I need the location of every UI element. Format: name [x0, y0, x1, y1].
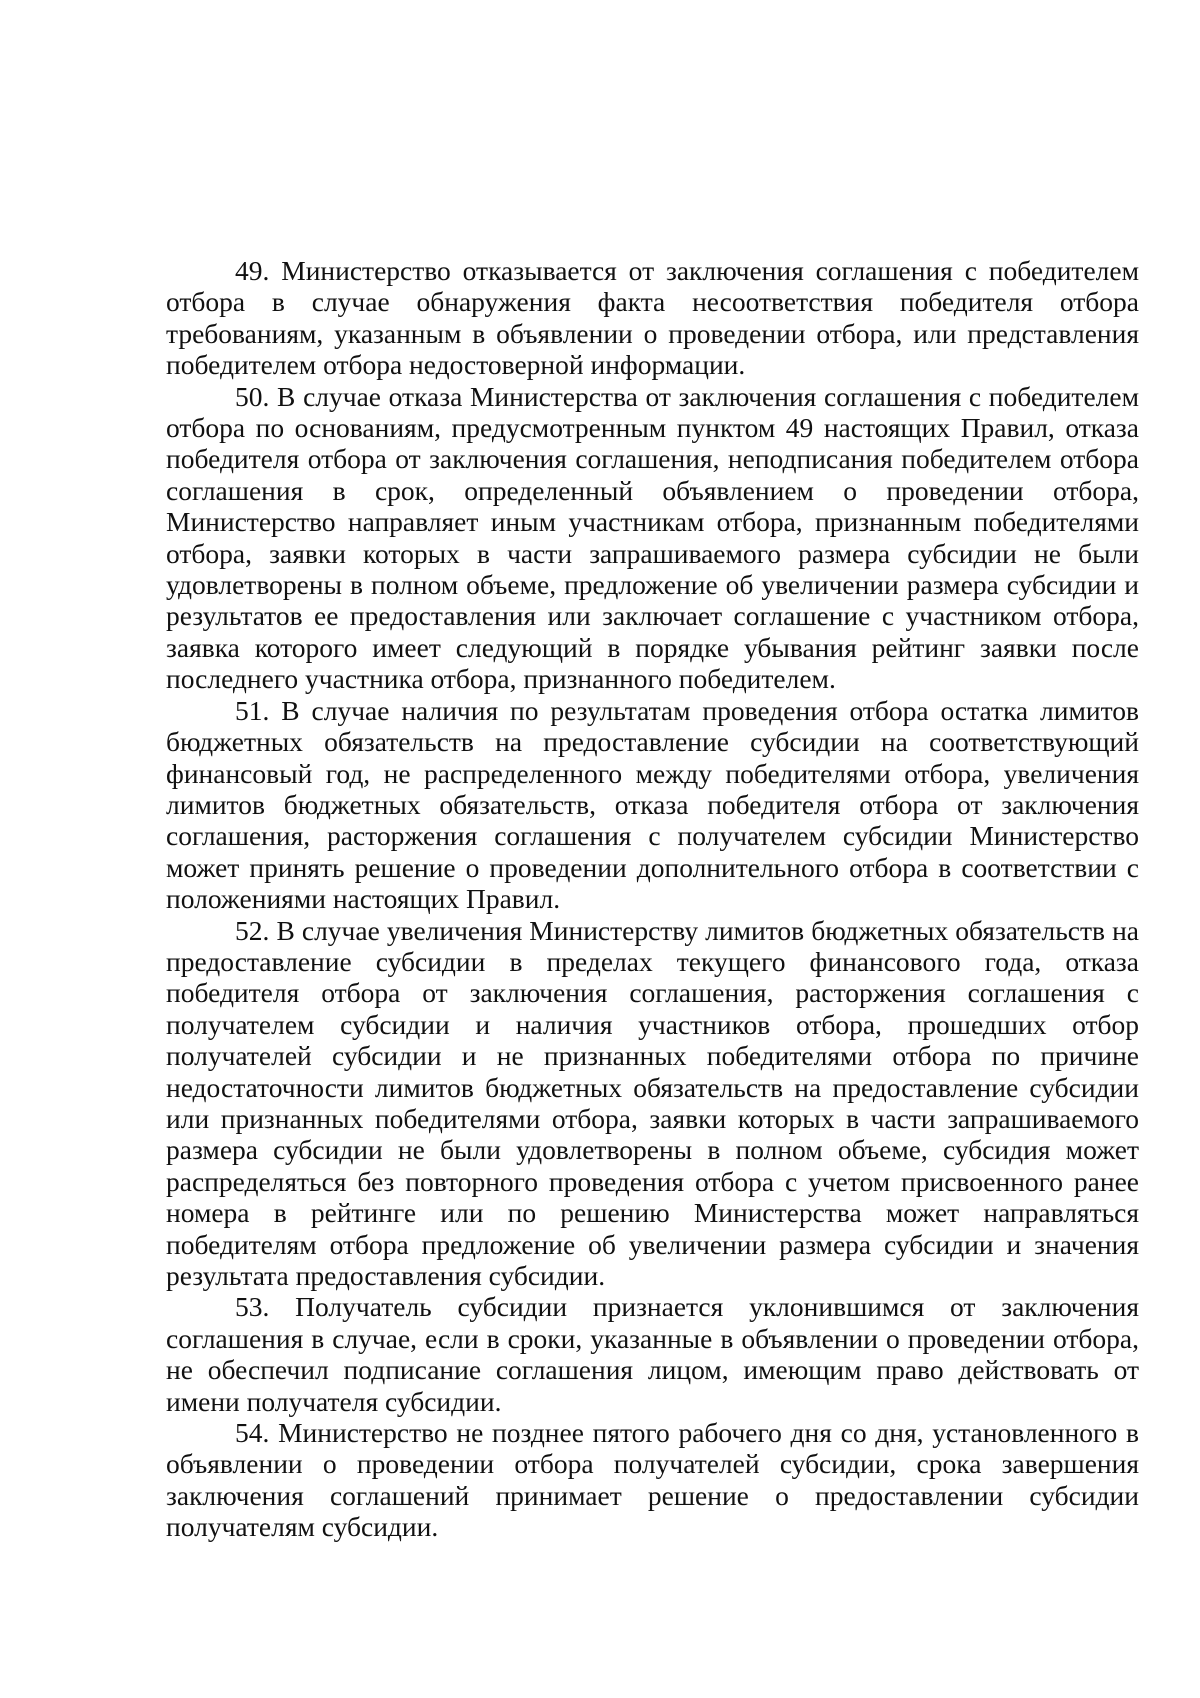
document-body: [166, 255, 1139, 1543]
paragraph-53: 53. Получатель субсидии признается уклонившимся от заключения соглашения в случае, если в сроки, указанные в объявлении о проведении отбора, не обеспечил подписание соглашения лицом, имеющим право действовать от имени получателя субсидии.: [166, 1291, 1139, 1417]
paragraph-49: 49. Министерство отказывается от заключения соглашения с победителем отбора в случае обнаружения факта несоответствия победителя отбора требованиям, указанным в объявлении о проведении отбора, или представления победителем отбора недостоверной информации.: [166, 255, 1139, 381]
paragraph-54: 54. Министерство не позднее пятого рабочего дня со дня, установленного в объявлении о проведении отбора получателей субсидии, срока завершения заключения соглашений принимает решение о предоставлении субсидии получателям субсидии.: [166, 1417, 1139, 1543]
paragraph-50: 50. В случае отказа Министерства от заключения соглашения с победителем отбора по основаниям, предусмотренным пунктом 49 настоящих Правил, отказа победителя отбора от заключения соглашения, неподписания победителем отбора соглашения в срок, определенный объявлением о проведении отбора, Министерство направляет иным участникам отбора, признанным победителями отбора, заявки которых в части запрашиваемого размера субсидии не были удовлетворены в полном объеме, предложение об увеличении размера субсидии и результатов ее предоставления или заключает соглашение с участником отбора, заявка которого имеет следующий в порядке убывания рейтинг заявки после последнего участника отбора, признанного победителем.: [166, 380, 1139, 695]
paragraph-52: 52. В случае увеличения Министерству лимитов бюджетных обязательств на предоставление субсидии в пределах текущего финансового года, отказа победителя отбора от заключения соглашения, расторжения соглашения с получателем субсидии и наличия участников отбора, прошедших отбор получателей субсидии и не признанных победителями отбора по причине недостаточности лимитов бюджетных обязательств на предоставление субсидии или признанных победителями отбора, заявки которых в части запрашиваемого размера субсидии не были удовлетворены в полном объеме, субсидия может распределяться без повторного проведения отбора с учетом присвоенного ранее номера в рейтинге или по решению Министерства может направляться победителям отбора предложение об увеличении размера субсидии и значения результата предоставления субсидии.: [166, 914, 1139, 1291]
paragraph-51: 51. В случае наличия по результатам проведения отбора остатка лимитов бюджетных обязательств на предоставление субсидии на соответствующий финансовый год, не распределенного между победителями отбора, увеличения лимитов бюджетных обязательств, отказа победителя отбора от заключения соглашения, расторжения соглашения с получателем субсидии Министерство может принять решение о проведении дополнительного отбора в соответствии с положениями настоящих Правил.: [166, 694, 1139, 915]
